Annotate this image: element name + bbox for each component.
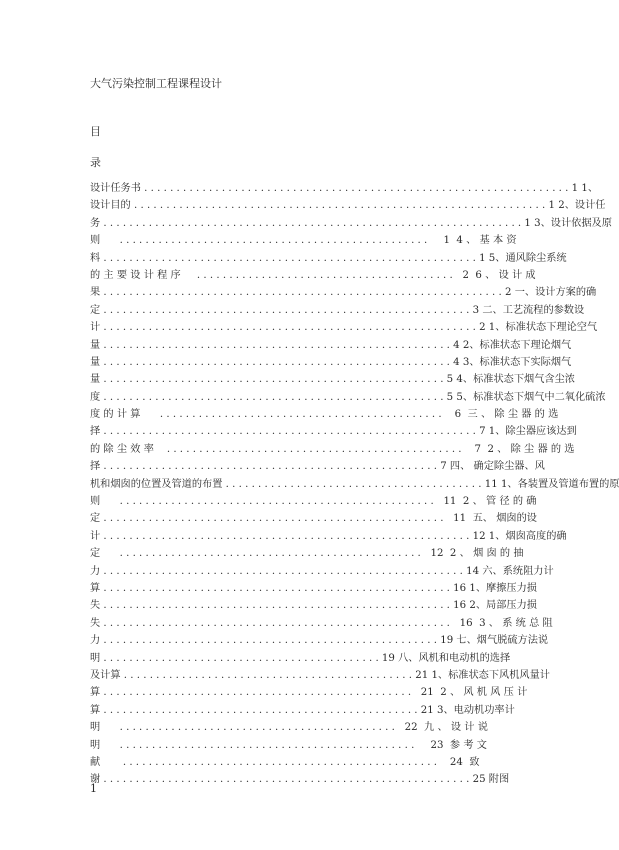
toc-line: 力 . . . . . . . . . . . . . . . . . . . . . . . . . . . . . . . . . . . . . . . . . . . . . . . . . . . . . . . . 14 六、系统阻力计 (90, 565, 554, 577)
toc-line: 算 . . . . . . . . . . . . . . . . . . . . . . . . . . . . . . . . . . . . . . . . . . . . . . . . . . . . . . 16 1、摩擦压力损 (90, 582, 537, 594)
toc-line: 谢 . . . . . . . . . . . . . . . . . . . . . . . . . . . . . . . . . . . . . . . . . . . . . . . . . . . . . . . . . 25 附图 (90, 774, 510, 786)
toc-line: 料 . . . . . . . . . . . . . . . . . . . . . . . . . . . . . . . . . . . . . . . . . . . . . . . . . . . . . . . . . . 1 5、通风除尘系统 (90, 252, 567, 264)
toc-line: 量 . . . . . . . . . . . . . . . . . . . . . . . . . . . . . . . . . . . . . . . . . . . . . . . . . . . . . 5 4、标准状态下烟气含尘浓 (90, 374, 575, 386)
toc-line: 明 . . . . . . . . . . . . . . . . . . . . . . . . . . . . . . . . . . . . . . . . . . . 22 九 、 设 计 说 (90, 722, 488, 734)
table-of-contents (90, 180, 619, 789)
toc-line: 定 . . . . . . . . . . . . . . . . . . . . . . . . . . . . . . . . . . . . . . . . . . . . . . . 12 2 、 烟 囱 的 抽 (90, 548, 524, 560)
toc-line: 定 . . . . . . . . . . . . . . . . . . . . . . . . . . . . . . . . . . . . . . . . . . . . . . . . . . . . . . . . . 3 二、工艺流程的参数设 (90, 304, 585, 316)
toc-line: 择 . . . . . . . . . . . . . . . . . . . . . . . . . . . . . . . . . . . . . . . . . . . . . . . . . . . . . . . . . . 7 1、除尘器应该达到 (90, 426, 577, 438)
toc-line: 失 . . . . . . . . . . . . . . . . . . . . . . . . . . . . . . . . . . . . . . . . . . . . . . . . . . . . . . 16 3 、 系 统 总 阻 (90, 617, 553, 629)
toc-line: 定 . . . . . . . . . . . . . . . . . . . . . . . . . . . . . . . . . . . . . . . . . . . . . . . . . . . . . 11 五、 烟囱的设 (90, 513, 537, 525)
toc-line: 设计任务书 . . . . . . . . . . . . . . . . . . . . . . . . . . . . . . . . . . . . . . . . . . . . . . . . . . . . . . . . . . . . . . . . . . 1 1、 (90, 183, 599, 194)
toc-line: 务 . . . . . . . . . . . . . . . . . . . . . . . . . . . . . . . . . . . . . . . . . . . . . . . . . . . . . . . . . . . . . . . . . 1 3、设计依据及原 (90, 217, 612, 229)
toc-line: 明 . . . . . . . . . . . . . . . . . . . . . . . . . . . . . . . . . . . . . . . . . . . . . . 23 参 考 文 (90, 739, 487, 751)
toc-line: 献 . . . . . . . . . . . . . . . . . . . . . . . . . . . . . . . . . . . . . . . . . . . . . . . . . 24 致 (90, 756, 480, 768)
toc-line: 度 的 计 算 . . . . . . . . . . . . . . . . . . . . . . . . . . . . . . . . . . . . . . . . . . . . 6 三 、 除 尘 器 的 选 (90, 409, 559, 421)
toc-line: 力 . . . . . . . . . . . . . . . . . . . . . . . . . . . . . . . . . . . . . . . . . . . . . . . . . . . . 19 七、烟气脱硫方法说 (90, 635, 549, 647)
toc-line: 算 . . . . . . . . . . . . . . . . . . . . . . . . . . . . . . . . . . . . . . . . . . . . . . . . 21 2 、 风 机 风 压 计 (90, 687, 528, 699)
toc-heading-lu: 录 (90, 156, 101, 169)
toc-line: 量 . . . . . . . . . . . . . . . . . . . . . . . . . . . . . . . . . . . . . . . . . . . . . . . . . . . . . . 4 3、标准状态下实际烟气 (90, 356, 572, 368)
toc-line: 算 . . . . . . . . . . . . . . . . . . . . . . . . . . . . . . . . . . . . . . . . . . . . . . . . . 21 3、电动机功率计 (90, 704, 515, 716)
toc-line: 度 . . . . . . . . . . . . . . . . . . . . . . . . . . . . . . . . . . . . . . . . . . . . . . . . . . . . . 5 5、标准状态下烟气中二氧化硫浓 (90, 391, 606, 403)
toc-line: 计 . . . . . . . . . . . . . . . . . . . . . . . . . . . . . . . . . . . . . . . . . . . . . . . . . . . . . . . . . . 2 1、标准状态下理论空气 (90, 322, 598, 334)
toc-line: 量 . . . . . . . . . . . . . . . . . . . . . . . . . . . . . . . . . . . . . . . . . . . . . . . . . . . . . . 4 2、标准状态下理论烟气 (90, 339, 572, 351)
toc-line: 明 . . . . . . . . . . . . . . . . . . . . . . . . . . . . . . . . . . . . . . . . . . . 19 八、风机和电动机的选择 (90, 652, 511, 664)
toc-heading-mu: 目 (90, 125, 101, 138)
toc-line: 失 . . . . . . . . . . . . . . . . . . . . . . . . . . . . . . . . . . . . . . . . . . . . . . . . . . . . . . 16 2、局部压力损 (90, 600, 537, 612)
document-title: 大气污染控制工程课程设计 (90, 77, 222, 90)
toc-line: 的 除 尘 效 率 . . . . . . . . . . . . . . . . . . . . . . . . . . . . . . . . . . . . . . . . . . . . . . 7 2 、 除 尘 器 的 选 (90, 443, 575, 455)
toc-line: 设计目的 . . . . . . . . . . . . . . . . . . . . . . . . . . . . . . . . . . . . . . . . . . . . . . . . . . . . . . . . . . . . . . . . 1 2、设计任 (90, 200, 606, 212)
page-number: 1 (90, 782, 97, 795)
toc-line: 择 . . . . . . . . . . . . . . . . . . . . . . . . . . . . . . . . . . . . . . . . . . . . . . . . . . . . 7 四、 确定除尘器、风 (90, 461, 545, 473)
toc-line: 果 . . . . . . . . . . . . . . . . . . . . . . . . . . . . . . . . . . . . . . . . . . . . . . . . . . . . . . . . . . . . . . 2 一、设计方案的确 (90, 287, 597, 299)
toc-line: 机和烟囱的位置及管道的布置 . . . . . . . . . . . . . . . . . . . . . . . . . . . . . . . . . . . . . . . . 11 1、各装置及管道布置的原 (90, 478, 619, 490)
toc-line: 则 . . . . . . . . . . . . . . . . . . . . . . . . . . . . . . . . . . . . . . . . . . . . . . . . . 11 2 、 管 径 的 确 (90, 496, 537, 508)
toc-line: 及计算 . . . . . . . . . . . . . . . . . . . . . . . . . . . . . . . . . . . . . . . . . . . . . 21 1、标准状态下风机风量计 (90, 669, 550, 681)
toc-line: 计 . . . . . . . . . . . . . . . . . . . . . . . . . . . . . . . . . . . . . . . . . . . . . . . . . . . . . . . . . 12 1、烟囱高度的确 (90, 530, 567, 542)
toc-line: 则 . . . . . . . . . . . . . . . . . . . . . . . . . . . . . . . . . . . . . . . . . . . . . . . . 1 4 、 基 本 资 (90, 235, 517, 247)
toc-line: 的 主 要 设 计 程 序 . . . . . . . . . . . . . . . . . . . . . . . . . . . . . . . . . . . . . . . . 2 6 、 设 计 成 (90, 269, 536, 281)
